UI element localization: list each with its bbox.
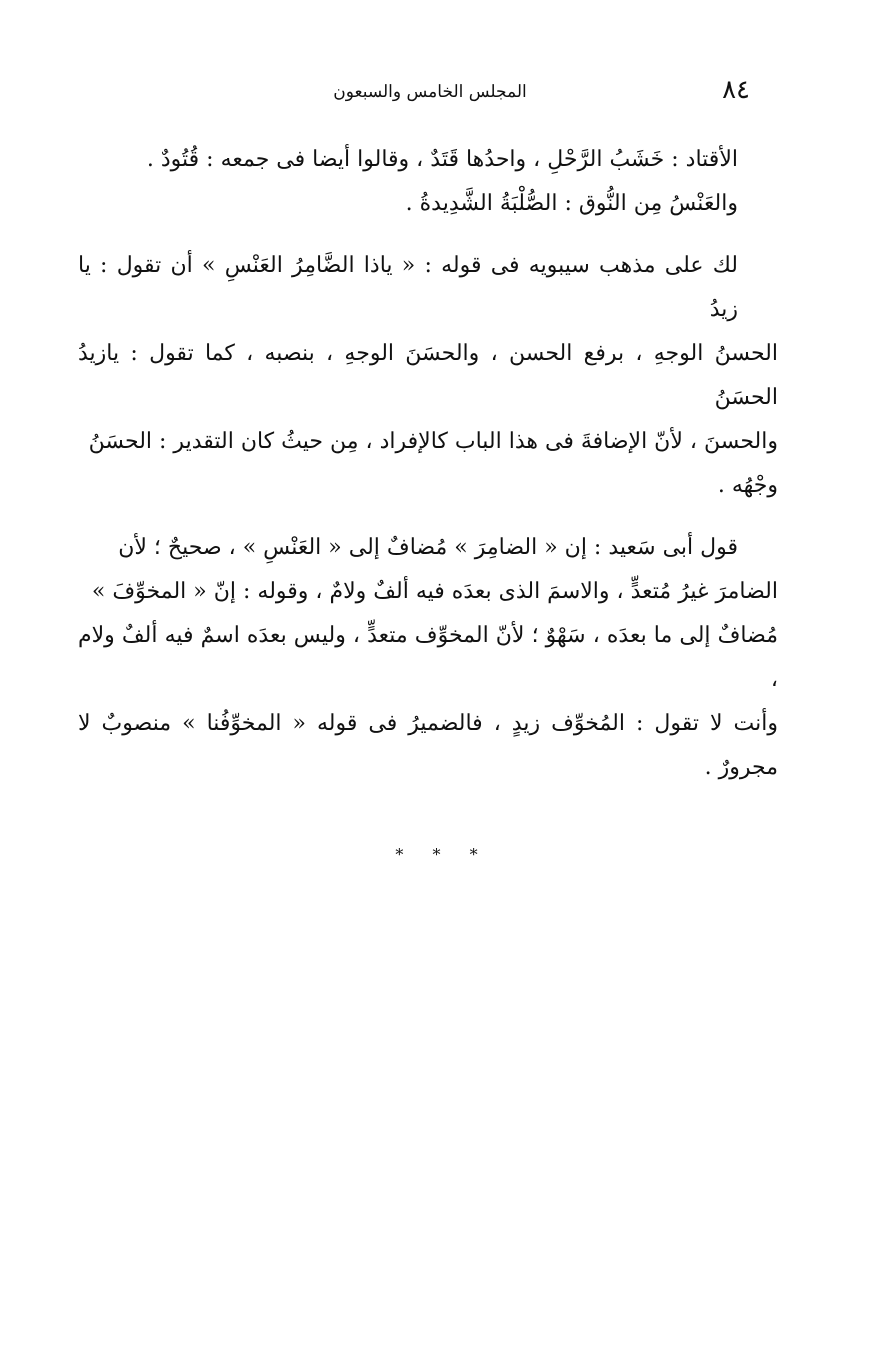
section-ornament: * * * [395, 845, 490, 864]
text-line: لك على مذهب سيبويه فى قوله : « ياذا الضَّامِرُ العَنْسِ » أن تقول : يا زيدُ [78, 253, 738, 322]
paragraph-2-cont [78, 332, 778, 508]
paragraph-3 [78, 526, 778, 570]
paragraph-3-cont [78, 570, 778, 790]
text-line: والعَنْسُ مِن النُّوق : الصُّلْبَةُ الشَّدِيدةُ . [405, 191, 738, 216]
text-line: قول أبى سَعيد : إن « الضامِرَ » مُضافٌ إلى « العَنْسِ » ، صحيحٌ ؛ لأن [118, 535, 738, 560]
text-line: مُضافٌ إلى ما بعدَه ، سَهْوٌ ؛ لأنّ المخوِّف متعدٍّ ، وليس بعدَه اسمٌ فيه ألفٌ ولام ، [78, 623, 778, 692]
text-line: الحسنُ الوجهِ ، برفع الحسن ، والحسَنَ الوجهِ ، بنصبه ، كما تقول : يازيدُ الحسَنُ [78, 341, 778, 410]
page-header [80, 72, 780, 112]
text-line: والحسنَ ، لأنّ الإضافةَ فى هذا الباب كالإفراد ، مِن حيثُ كان التقدير : الحسَنُ [88, 429, 778, 454]
body-text [78, 138, 778, 790]
text-line: وجْهُه . [717, 473, 778, 498]
text-line: الأقتاد : خَشَبُ الرَّحْلِ ، واحدُها قَتَدٌ ، وقالوا أيضا فى جمعه : قُتُودٌ . [146, 147, 738, 172]
paragraph-1 [78, 138, 778, 226]
paragraph-2 [78, 244, 778, 332]
page-number: ٨٤ [722, 75, 750, 105]
text-line: الضامرَ غيرُ مُتعدٍّ ، والاسمَ الذى بعدَه فيه ألفٌ ولامٌ ، وقوله : إنّ « المخوِّفَ » [91, 579, 778, 604]
running-title: المجلس الخامس والسبعون [333, 82, 527, 102]
text-line: وأنت لا تقول : المُخوِّف زيدٍ ، فالضميرُ فى قوله « المخوِّفُنا » منصوبٌ لا مجرورٌ . [78, 711, 778, 780]
